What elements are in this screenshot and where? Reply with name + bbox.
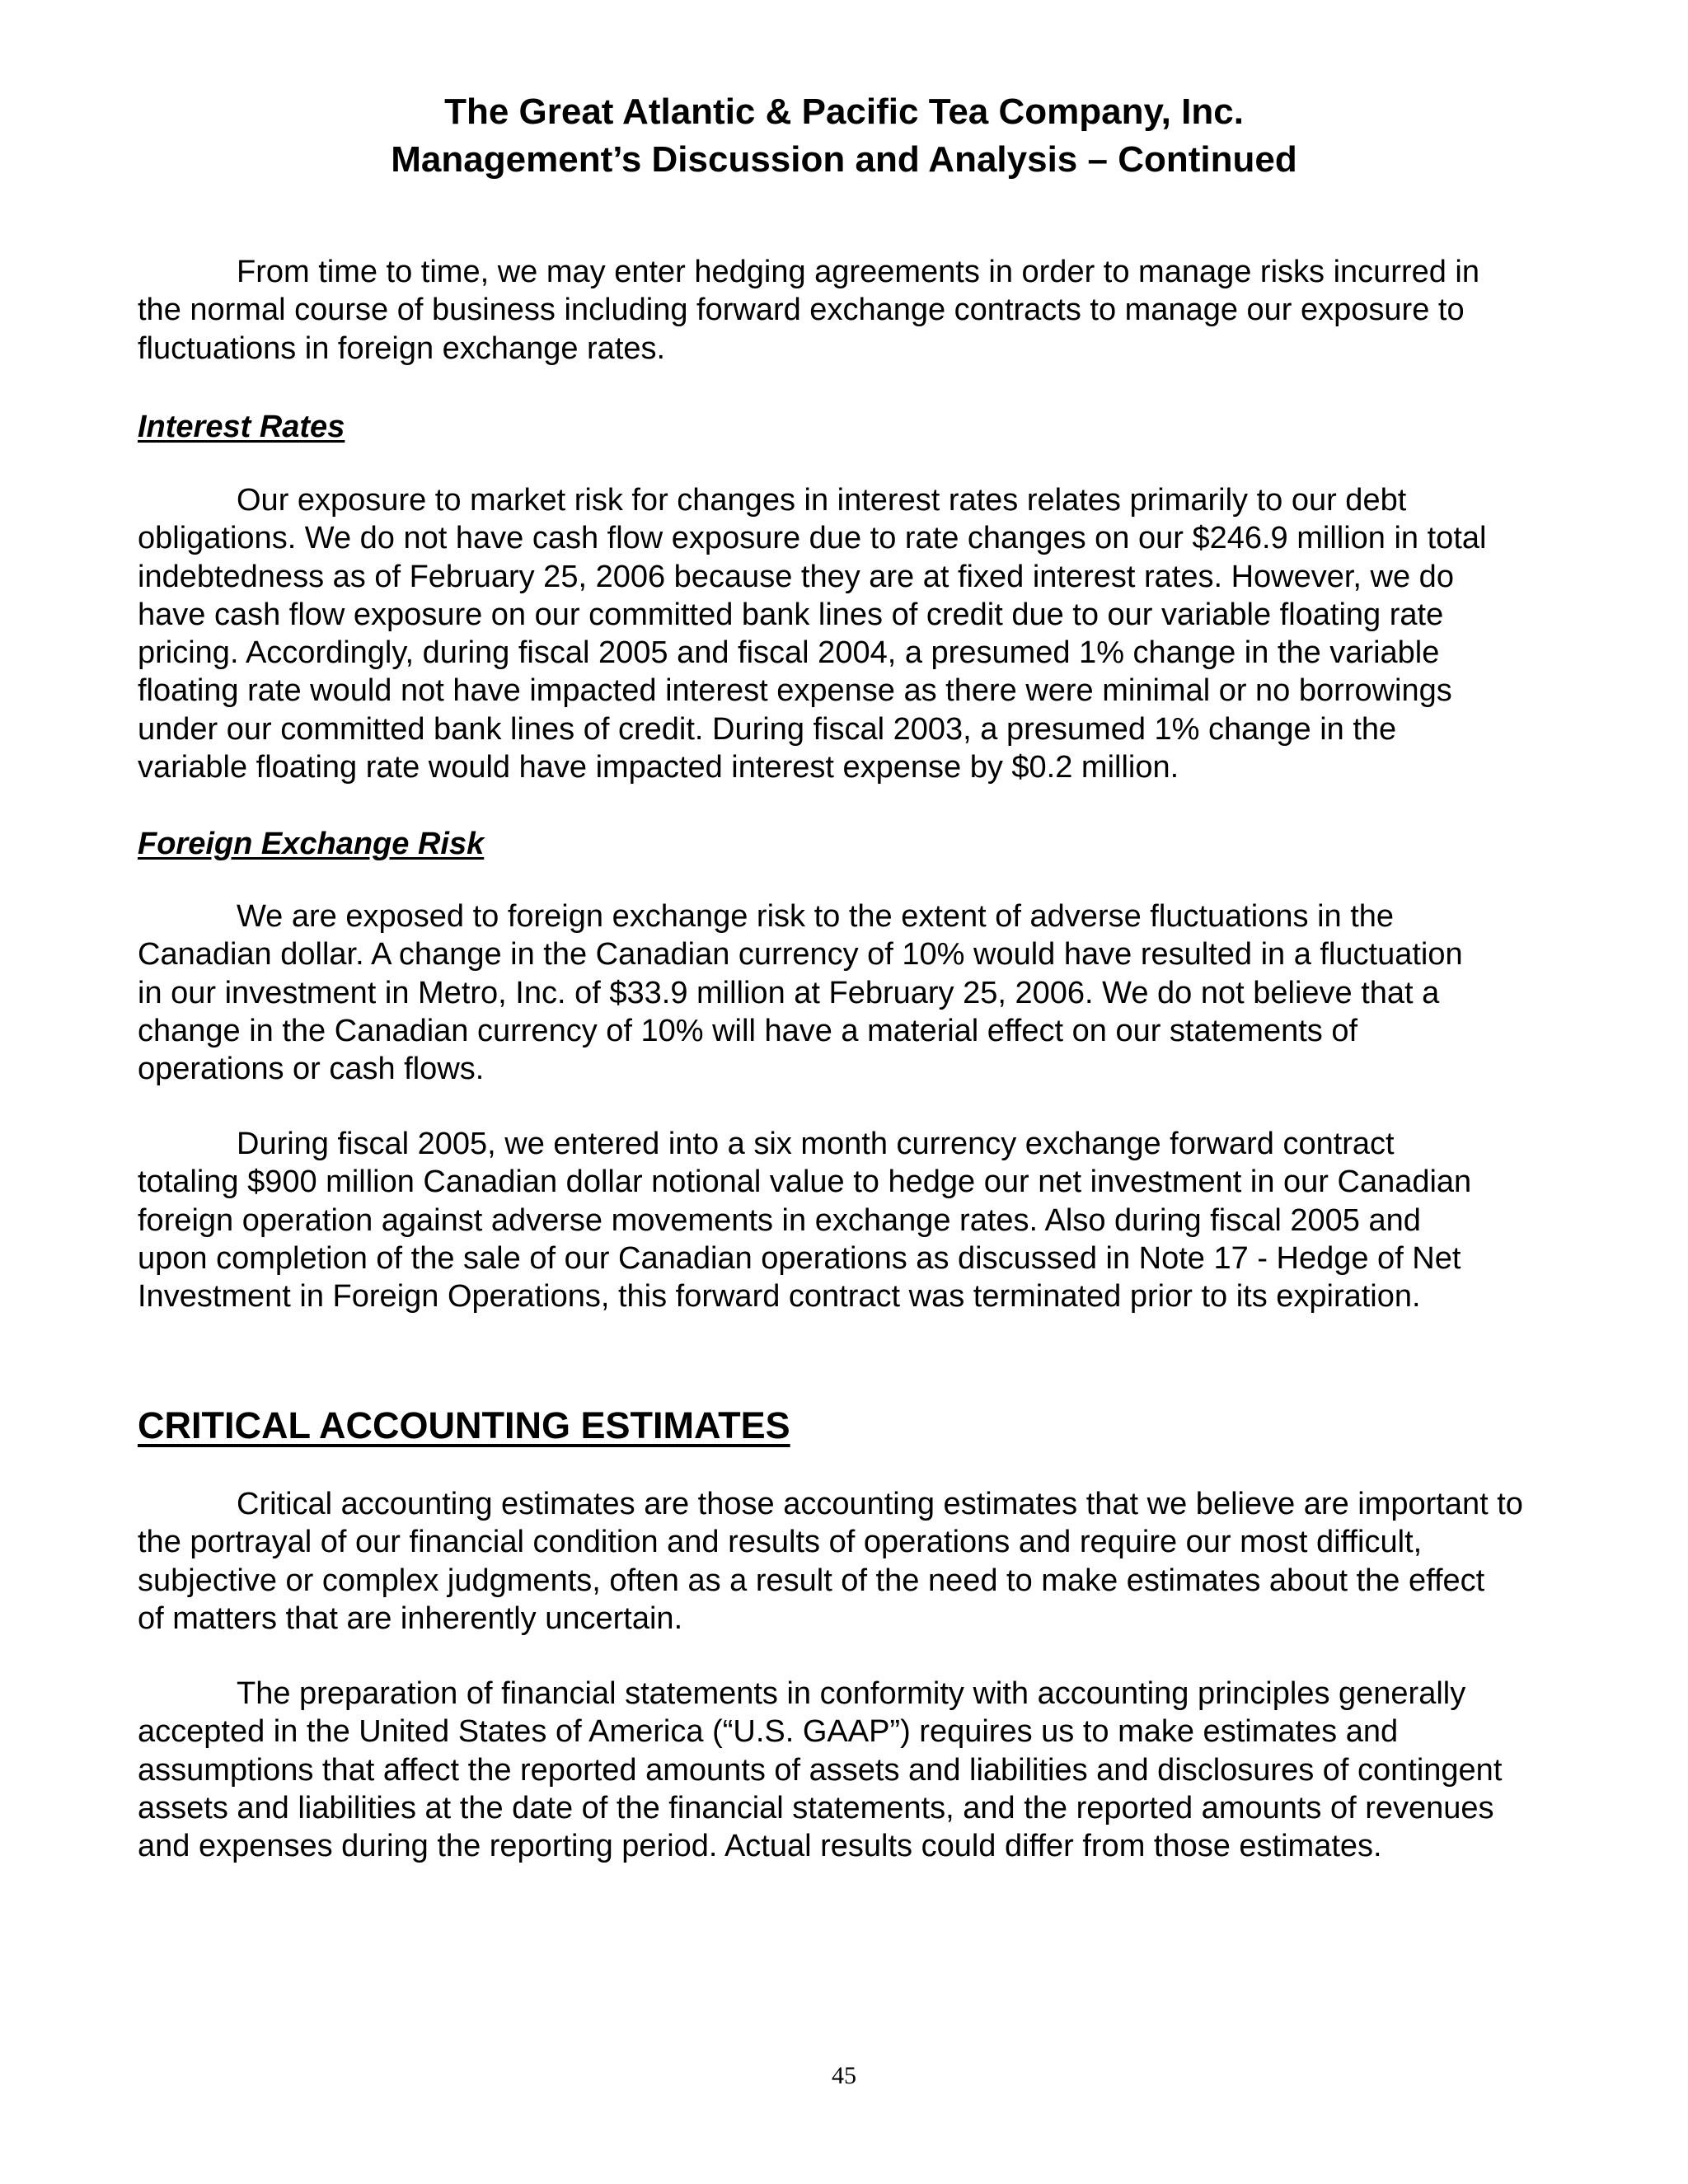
- critical-accounting-heading: CRITICAL ACCOUNTING ESTIMATES: [138, 1404, 790, 1446]
- text-line: and expenses during the reporting period. Actual results could differ from those estimates.: [138, 1829, 1382, 1864]
- text-line: Our exposure to market risk for changes in interest rates relates primarily to our debt: [237, 483, 1407, 518]
- text-line: variable floating rate would have impacted interest expense by $0.2 million.: [138, 750, 1179, 785]
- text-line: From time to time, we may enter hedging agreements in order to manage risks incurred in: [237, 255, 1479, 289]
- text-line: During fiscal 2005, we entered into a six month currency exchange forward contract: [237, 1127, 1395, 1161]
- text-line: Investment in Foreign Operations, this forward contract was terminated prior to its expiration.: [138, 1279, 1421, 1315]
- foreign-exchange-heading: Foreign Exchange Risk: [138, 827, 485, 861]
- document-subtitle: Management’s Discussion and Analysis – Continued: [391, 139, 1297, 180]
- text-line: in our investment in Metro, Inc. of $33.9 million at February 25, 2006. We do not believe that a: [138, 975, 1440, 1010]
- foreign-exchange-paragraph-2: [138, 1125, 1588, 1315]
- text-line: The preparation of financial statements in conformity with accounting principles generally: [237, 1676, 1466, 1711]
- text-line: Critical accounting estimates are those accounting estimates that we believe are important to: [237, 1487, 1523, 1521]
- company-name: The Great Atlantic & Pacific Tea Company, Inc.: [444, 91, 1244, 132]
- text-line: accepted in the United States of America (“U.S. GAAP”) requires us to make estimates and: [138, 1714, 1399, 1750]
- text-line: pricing. Accordingly, during fiscal 2005 and fiscal 2004, a presumed 1% change in the variable: [138, 635, 1440, 671]
- text-line: totaling $900 million Canadian dollar notional value to hedge our net investment in our Canadian: [138, 1165, 1472, 1200]
- text-line: of matters that are inherently uncertain.: [138, 1601, 683, 1636]
- text-line: indebtedness as of February 25, 2006 because they are at fixed interest rates. However, we do: [138, 559, 1454, 594]
- text-line: change in the Canadian currency of 10% will have a material effect on our statements of: [138, 1013, 1358, 1048]
- text-line: assets and liabilities at the date of the financial statements, and the reported amounts of revenues: [138, 1790, 1494, 1825]
- page-header: [0, 88, 1688, 184]
- page-number: 45: [832, 2062, 856, 2089]
- foreign-exchange-paragraph-1: [138, 898, 1588, 1088]
- text-line: Canadian dollar. A change in the Canadian currency of 10% would have resulted in a fluctuation: [138, 937, 1463, 972]
- interest-rates-paragraph: [138, 481, 1588, 786]
- text-line: foreign operation against adverse movements in exchange rates. Also during fiscal 2005 and: [138, 1202, 1421, 1238]
- critical-accounting-paragraph-2: [138, 1675, 1588, 1865]
- text-line: fluctuations in foreign exchange rates.: [138, 330, 666, 366]
- text-line: floating rate would not have impacted interest expense as there were minimal or no borrowings: [138, 673, 1452, 709]
- text-line: assumptions that affect the reported amounts of assets and liabilities and disclosures of contingent: [138, 1752, 1503, 1788]
- hedging-paragraph: [138, 253, 1588, 368]
- critical-accounting-paragraph-1: [138, 1485, 1588, 1638]
- text-line: obligations. We do not have cash flow exposure due to rate changes on our $246.9 million in total: [138, 521, 1487, 556]
- text-line: operations or cash flows.: [138, 1052, 485, 1087]
- text-line: subjective or complex judgments, often as a result of the need to make estimates about the effect: [138, 1563, 1485, 1598]
- text-line: We are exposed to foreign exchange risk to the extent of adverse fluctuations in the: [237, 899, 1395, 934]
- text-line: the portrayal of our financial condition and results of operations and require our most difficult,: [138, 1525, 1423, 1560]
- text-line: under our committed bank lines of credit. During fiscal 2003, a presumed 1% change in the: [138, 711, 1397, 747]
- text-line: have cash flow exposure on our committed bank lines of credit due to our variable floating rate: [138, 597, 1444, 632]
- interest-rates-heading: Interest Rates: [138, 410, 345, 444]
- text-line: upon completion of the sale of our Canadian operations as discussed in Note 17 - Hedge of Net: [138, 1240, 1461, 1276]
- text-line: the normal course of business including forward exchange contracts to manage our exposure to: [138, 293, 1465, 328]
